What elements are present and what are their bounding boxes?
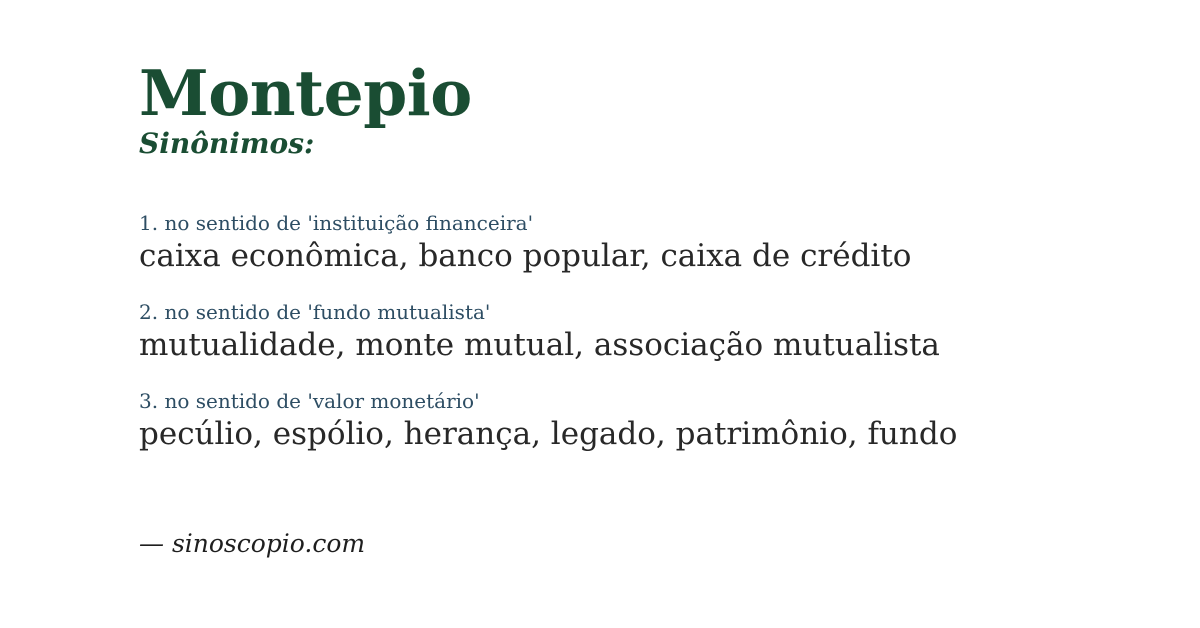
attribution: — sinoscopio.com bbox=[139, 529, 366, 558]
word-title: Montepio bbox=[139, 56, 472, 130]
sense-synonyms: caixa econômica, banco popular, caixa de crédito bbox=[139, 238, 912, 274]
sense-label: 1. no sentido de 'instituição financeira' bbox=[139, 211, 534, 235]
synonyms-heading: Sinônimos: bbox=[139, 127, 315, 160]
sense-block-2 bbox=[139, 299, 1140, 365]
sense-synonyms: pecúlio, espólio, herança, legado, patrimônio, fundo bbox=[139, 416, 958, 452]
sense-synonyms: mutualidade, monte mutual, associação mutualista bbox=[139, 327, 940, 363]
sense-block-3 bbox=[139, 388, 1140, 454]
sense-block-1 bbox=[139, 210, 1140, 276]
senses-list bbox=[139, 210, 1140, 454]
sense-label: 3. no sentido de 'valor monetário' bbox=[139, 389, 480, 413]
sense-label: 2. no sentido de 'fundo mutualista' bbox=[139, 300, 491, 324]
